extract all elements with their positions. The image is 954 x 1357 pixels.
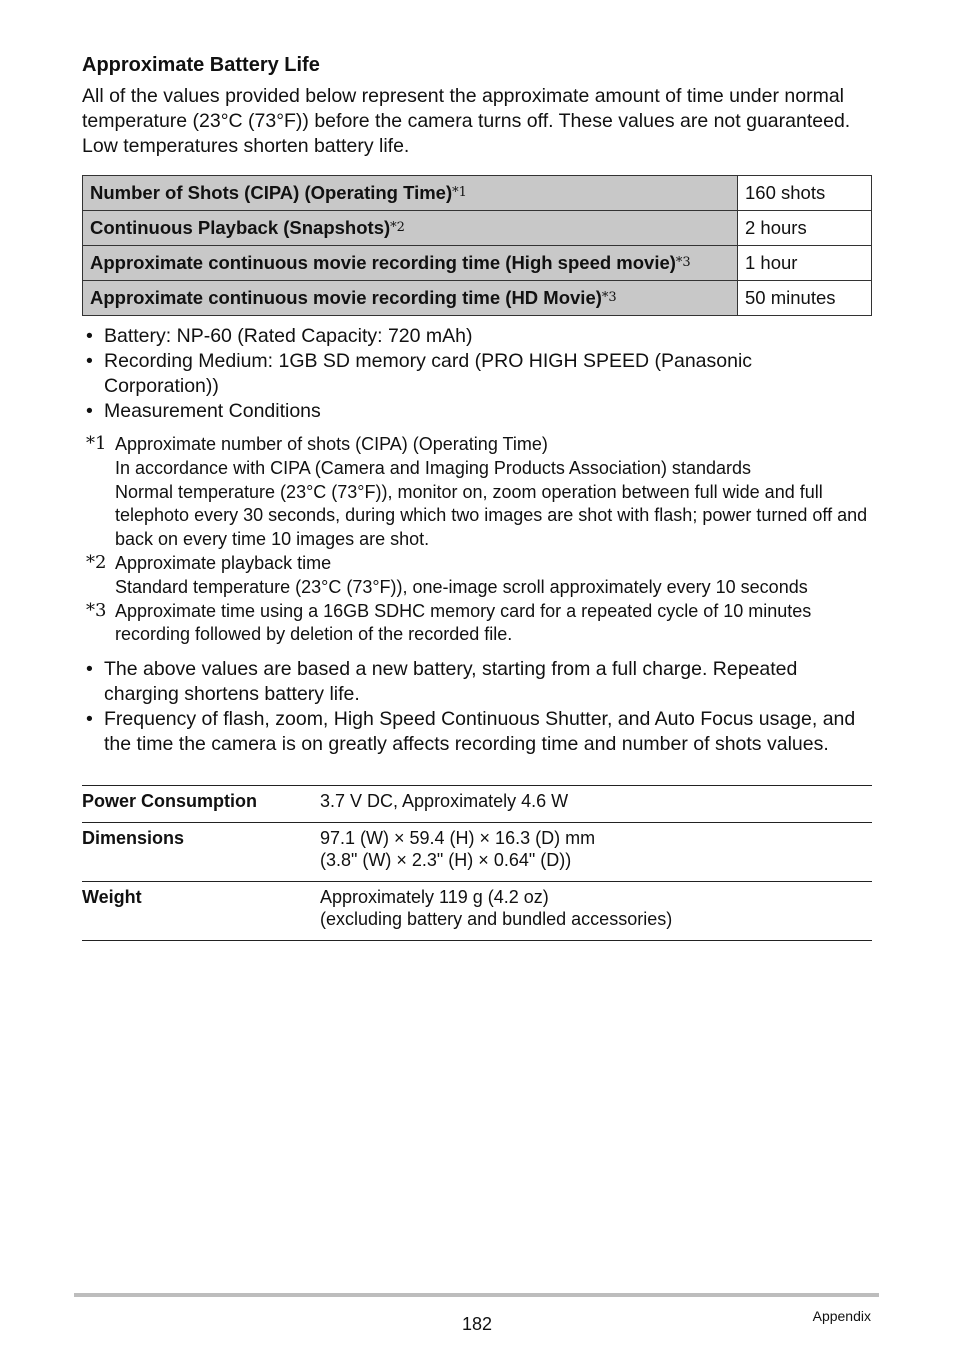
specifications-table (82, 785, 872, 941)
spec-label: Weight (82, 882, 320, 941)
list-item: • Battery: NP-60 (Rated Capacity: 720 mAh) (86, 325, 473, 347)
bullet-icon: • (86, 325, 93, 347)
footnote-ref: *2 (390, 220, 405, 235)
battery-row-label: Approximate continuous movie recording time (High speed movie)*3 (83, 246, 738, 281)
table-row (82, 823, 872, 882)
footnote-1: *1 Approximate number of shots (CIPA) (Operating Time) In accordance with CIPA (Camera and Imaging Products Association) standards Normal temperature (23°C (73°F)), monitor on, zoom operation between full wide and full telephoto every 30 seconds, during which two images are shot with flash; power turned off and back on every time 10 images are shot. (86, 433, 868, 550)
list-item: • Recording Medium: 1GB SD memory card (PRO HIGH SPEED (Panasonic Corporation)) (86, 350, 753, 397)
battery-row-value: 1 hour (738, 246, 872, 281)
battery-row-value: 50 minutes (738, 281, 872, 316)
table-row (83, 176, 872, 211)
table-row (83, 281, 872, 316)
footnote-mark: *2 (86, 551, 107, 573)
spec-label: Dimensions (82, 823, 320, 882)
battery-life-table (82, 175, 872, 316)
spec-value: 3.7 V DC, Approximately 4.6 W (320, 786, 872, 823)
table-row (83, 246, 872, 281)
list-item: • Measurement Conditions (86, 400, 321, 422)
footer-divider (74, 1293, 879, 1297)
battery-row-value: 160 shots (738, 176, 872, 211)
list-item: • Frequency of flash, zoom, High Speed Continuous Shutter, and Auto Focus usage, and the time the camera is on greatly affects recording time and number of shots values. (86, 708, 856, 756)
table-row (82, 786, 872, 823)
page-number: 182 (461, 1314, 493, 1334)
table-row (82, 882, 872, 941)
list-item: • The above values are based a new battery, starting from a full charge. Repeated charging shortens battery life. (86, 658, 798, 706)
footnote-ref: *3 (601, 290, 617, 305)
footnote-ref: *3 (675, 255, 691, 270)
intro-paragraph: All of the values provided below represent the approximate amount of time under normal temperature (23°C (73°F)) before the camera turns off. These values are not guaranteed. Low temperatures shorten battery life. (82, 85, 851, 157)
remarks-list (82, 657, 872, 757)
bullet-icon: • (86, 350, 93, 372)
battery-row-label: Continuous Playback (Snapshots)*2 (83, 211, 738, 246)
bullet-icon: • (86, 400, 93, 422)
battery-row-label: Approximate continuous movie recording time (HD Movie)*3 (83, 281, 738, 316)
spec-label: Power Consumption (82, 786, 320, 823)
spec-value: 97.1 (W) × 59.4 (H) × 16.3 (D) mm (3.8" (W) × 2.3" (H) × 0.64" (D)) (320, 823, 872, 882)
footnote-ref: *1 (452, 185, 467, 200)
bullet-icon: • (86, 708, 93, 731)
footnote-2: *2 Approximate playback time Standard temperature (23°C (73°F)), one-image scroll approximately every 10 seconds (86, 551, 808, 597)
table-row (83, 211, 872, 246)
battery-row-label: Number of Shots (CIPA) (Operating Time)*1 (83, 176, 738, 211)
spec-value: Approximately 119 g (4.2 oz) (excluding battery and bundled accessories) (320, 882, 872, 941)
conditions-list (82, 324, 872, 424)
footnotes (82, 433, 872, 647)
footnote-mark: *3 (86, 599, 107, 621)
footnote-mark: *1 (86, 433, 107, 454)
battery-row-value: 2 hours (738, 211, 872, 246)
bullet-icon: • (86, 658, 93, 681)
footnote-3: *3 Approximate time using a 16GB SDHC memory card for a repeated cycle of 10 minutes recording followed by deletion of the recorded file. (86, 599, 812, 645)
section-title: Approximate Battery Life (82, 54, 320, 76)
footer-section-name: Appendix (812, 1308, 871, 1324)
document-page (82, 52, 872, 941)
